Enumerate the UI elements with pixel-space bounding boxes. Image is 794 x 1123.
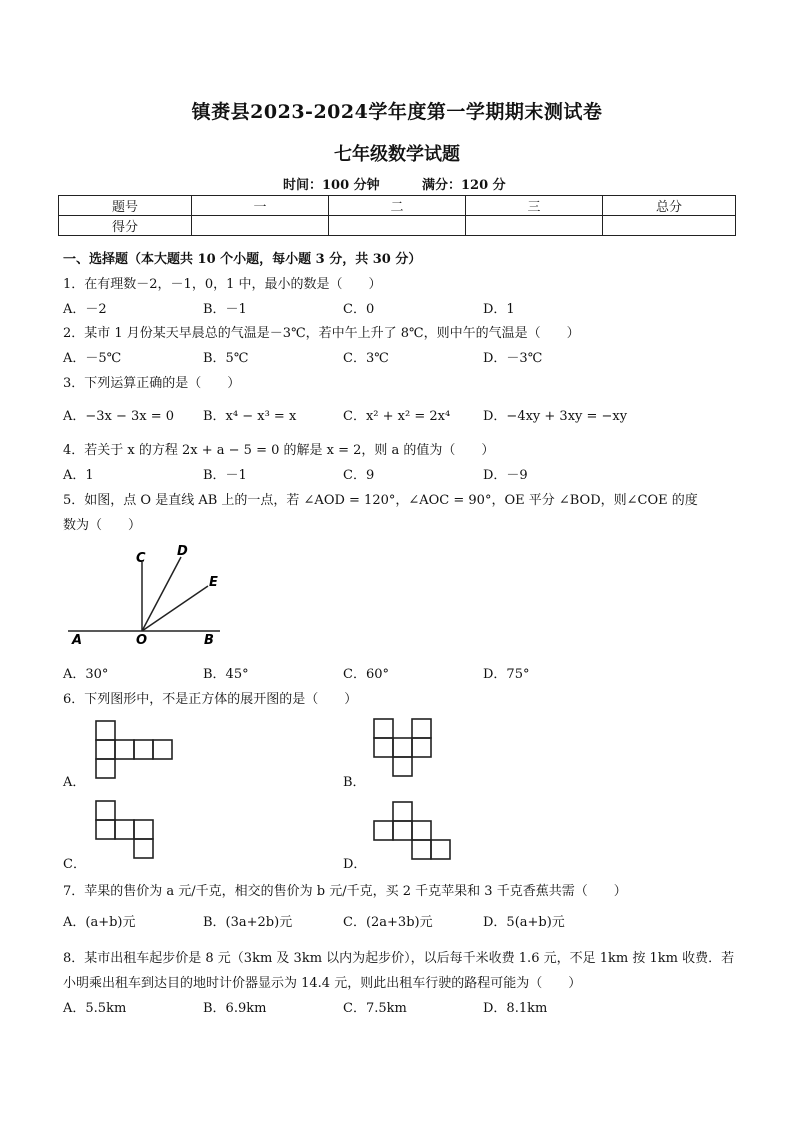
label-a: A: [72, 633, 83, 648]
option-b[interactable]: B．6.9km: [203, 1001, 267, 1016]
option-b[interactable]: B．45°: [203, 667, 249, 682]
option-d[interactable]: D．1: [483, 302, 515, 317]
option-a[interactable]: A．－2: [63, 302, 107, 317]
option-c[interactable]: C．x² + x² = 2x⁴: [343, 409, 451, 424]
option-c[interactable]: C．: [63, 857, 86, 872]
option-a[interactable]: A．1: [63, 468, 94, 483]
option-c[interactable]: C．60°: [343, 667, 389, 682]
net-figure-c[interactable]: [95, 800, 173, 860]
question-5: 5．如图，点 O 是直线 AB 上的一点，若 ∠AOD = 120°，∠AOC = 90°，OE 平分 ∠BOD，则∠COE 的度: [63, 493, 698, 508]
question-8: 8．某市出租车起步价是 8 元（3km 及 3km 以内为起步价），以后每千米收费 1.6 元，不足 1km 按 1km 收费．若: [63, 951, 735, 966]
option-d[interactable]: D．75°: [483, 667, 530, 682]
section-title: 一、选择题（本大题共 10 个小题，每小题 3 分，共 30 分）: [63, 252, 422, 267]
score-table-header: 三: [466, 196, 603, 216]
option-b[interactable]: B．5℃: [203, 351, 249, 366]
score-cell[interactable]: [192, 216, 329, 236]
option-d[interactable]: D．: [343, 857, 367, 872]
angle-figure: [60, 540, 230, 650]
label-c: C: [136, 551, 146, 566]
score-row-label: 得分: [59, 216, 192, 236]
option-a[interactable]: A．−3x − 3x = 0: [63, 409, 175, 424]
option-a[interactable]: A．(a+b)元: [63, 915, 136, 930]
option-d[interactable]: D．5(a+b)元: [483, 915, 565, 930]
score-table-header: 题号: [59, 196, 192, 216]
option-b[interactable]: B．: [343, 775, 366, 790]
question-3: 3．下列运算正确的是（ ）: [63, 376, 241, 391]
label-d: D: [177, 544, 188, 559]
label-b: B: [204, 633, 214, 648]
score-table-header: 二: [329, 196, 466, 216]
exam-title: 镇赉县2023-2024学年度第一学期期末测试卷: [191, 101, 603, 123]
exam-subtitle: 七年级数学试题: [334, 144, 460, 165]
option-c[interactable]: C．0: [343, 302, 375, 317]
question-2: 2．某市 1 月份某天早晨总的气温是－3℃，若中午上升了 8℃，则中午的气温是（ ）: [63, 326, 580, 341]
question-1: 1．在有理数－2，－1，0，1 中，最小的数是（ ）: [63, 277, 382, 292]
option-c[interactable]: C．3℃: [343, 351, 389, 366]
option-a[interactable]: A．30°: [63, 667, 109, 682]
net-figure-d[interactable]: [373, 801, 453, 861]
question-7: 7．苹果的售价为 a 元/千克，相交的售价为 b 元/千克，买 2 千克苹果和 3 千克香蕉共需（ ）: [63, 884, 627, 899]
score-label: 满分：120 分: [422, 178, 506, 193]
score-cell[interactable]: [603, 216, 736, 236]
question-6: 6．下列图形中，不是正方体的展开图的是（ ）: [63, 692, 358, 707]
option-d[interactable]: D．8.1km: [483, 1001, 548, 1016]
ray-od: [142, 557, 181, 631]
option-c[interactable]: C．(2a+3b)元: [343, 915, 433, 930]
score-cell[interactable]: [466, 216, 603, 236]
label-o: O: [136, 633, 148, 648]
option-b[interactable]: B．(3a+2b)元: [203, 915, 293, 930]
option-a[interactable]: A．－5℃: [63, 351, 122, 366]
label-e: E: [209, 575, 218, 590]
option-d[interactable]: D．−4xy + 3xy = −xy: [483, 409, 628, 424]
score-table-header: 总分: [603, 196, 736, 216]
score-table-header: 一: [192, 196, 329, 216]
option-a[interactable]: A．5.5km: [63, 1001, 127, 1016]
score-table: [58, 195, 736, 236]
option-d[interactable]: D．－3℃: [483, 351, 543, 366]
option-d[interactable]: D．－9: [483, 468, 528, 483]
option-c[interactable]: C．9: [343, 468, 375, 483]
question-4: 4．若关于 x 的方程 2x + a − 5 = 0 的解是 x = 2，则 a 的值为（ ）: [63, 443, 495, 458]
option-b[interactable]: B．x⁴ − x³ = x: [203, 409, 297, 424]
option-b[interactable]: B．－1: [203, 468, 247, 483]
score-table-header-row: [59, 196, 736, 216]
net-figure-a[interactable]: [95, 720, 173, 778]
time-label: 时间：100 分钟: [283, 178, 380, 193]
ray-oe: [142, 586, 208, 631]
option-c[interactable]: C．7.5km: [343, 1001, 407, 1016]
option-b[interactable]: B．－1: [203, 302, 247, 317]
score-table-score-row: [59, 216, 736, 236]
net-figure-b[interactable]: [373, 718, 433, 778]
option-a[interactable]: A．: [63, 775, 86, 790]
score-cell[interactable]: [329, 216, 466, 236]
question-8-cont: 小明乘出租车到达目的地时计价器显示为 14.4 元，则此出租车行驶的路程可能为（ ）: [63, 976, 582, 991]
question-5-cont: 数为（ ）: [63, 518, 142, 533]
